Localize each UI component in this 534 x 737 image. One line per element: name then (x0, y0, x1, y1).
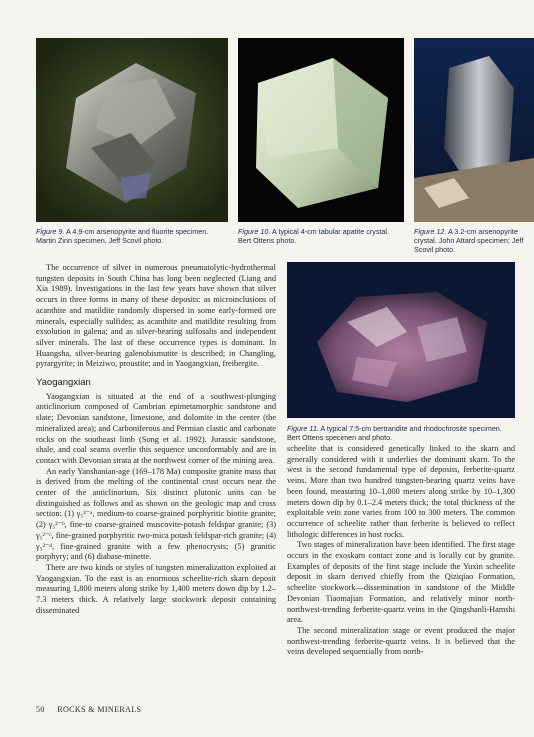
figure-12-label: Figure 12. (414, 227, 447, 236)
photo-arsenopyrite-fluorite (36, 38, 228, 222)
figure-9-text: A 4.9-cm arsenopyrite and fluorite specimen. Martin Zinn specimen, Jeff Scovil photo. (36, 227, 209, 245)
figure-12-caption (414, 227, 532, 254)
paragraph-yaogangxian-setting: Yaogangxian is situated at the end of a southwest-plunging anticlinorium composed of Cambrian epimetamorphic sandstone and slate; Devonian sandstone, limestone, and dolomite in the center (the mineralized area); and Carboniferous and Permian clastic and carbonate rocks on the southeast limb (Song et al. 1992). Jurassic sandstone, shale, and coal seams overlie this sequence unconformably and are in contact with Devonian strata at the northwest corner of the mining area. (36, 391, 276, 465)
figure-10-label: Figure 10. (238, 227, 271, 236)
photo-bertrandite-rhodochrosite (287, 262, 515, 418)
paragraph-second-stage: The second mineralization stage or event produced the major northwest-trending ferberite-quartz veins. It is believed that the veins developed sequentially from north- (287, 625, 515, 657)
figure-12-text: A 3.2-cm arsenopyrite crystal. John Attard specimen; Jeff Scovil photo. (414, 227, 524, 254)
magazine-title: ROCKS & MINERALS (57, 705, 142, 714)
figure-10-text: A typical 4-cm tabular apatite crystal. Bert Ottens photo. (238, 227, 390, 245)
photo-arsenopyrite-crystal (414, 38, 534, 222)
right-column (287, 444, 515, 658)
page-footer (36, 705, 151, 714)
figure-11-caption (287, 424, 515, 442)
figure-9-caption (36, 227, 228, 245)
paragraph-silver-occurrence: The occurrence of silver in numerous pneumatolytic-hydrothermal tungsten deposits in South China has long been neglected (Liang and Xia 1989). Investigations in the last few years have shown that silver occurs in three forms in many of these deposits: as microinclusions of acanthite and matildite randomly dispersed in some early-formed ore minerals, especially sulfides; as acanthite and matildite resulting from exsolution in galena; and as silver-bearing sulfosalts and independent silver minerals. The last of these occurrence types is dominant. In Huangsha, silver-bearing galenobismutite is described; in Changling, pyrargyrite; in Meiziwo, proustite; and in Yaogangxian, freibergite. (36, 263, 276, 369)
figure-11-text: A typical 7.5-cm bertrandite and rhodochrosite specimen. Bert Ottens specimen and photo. (287, 424, 502, 442)
photo-apatite-crystal (238, 38, 404, 222)
paragraph-scheelite-veins: scheelite that is considered genetically linked to the skarn and generally considered with it underlies the dominant skarn. To the west is the second fundamental type of deposits, ferberite-quartz veins. More than two hundred tungsten-bearing quartz veins have been found, measuring 10–1,000 meters along strike by 10–1,300 meters down dip by 0.1–2.4 meters thick; the total thickness of the exploitable vein zone varies from 100 to 300 meters. The common occurrence of scheelite rather than ferberite is believed to reflect lithologic differences in host rocks. (287, 444, 515, 539)
section-heading-yaogangxian: Yaogangxian (36, 377, 91, 389)
figure-9-label: Figure 9. (36, 227, 65, 236)
paragraph-mineralization-styles: There are two kinds or styles of tungsten mineralization exploited at Yaogangxian. To the east is an enormous scheelite-rich skarn deposit measuring 1,800 meters along strike by 1,400 meters down dip by 1.2–7.3 meters thick. A relatively large stockwork deposit containing disseminated (36, 562, 276, 615)
page-number: 50 (36, 705, 45, 714)
paragraph-granite-mass: An early Yanshanian-age (169–178 Ma) composite granite mass that is derived from the melting of the continental crust occurs near the center of the anticlinorium. Six distinct plutonic units can be distinguished as follows and as shown on the geologic map and cross section: (1) γ₅²⁻ᵃ, medium-to coarse-grained porphyritic biotite granite; (2) γ₅²⁻ᵇ, fine-to coarse-grained muscovite-potash feldspar granite; (3) γ₅²⁻ᶜ, fine-grained porphyritic two-mica potash feldspar-rich granite; (4) γ₅²⁻ᵈ, fine-grained granite with a few phenocrysts; (5) granitic porphyry; and (6) diabase-minette. (36, 466, 276, 562)
figure-11-label: Figure 11. (287, 424, 319, 433)
left-column (36, 263, 276, 617)
figure-10-caption (238, 227, 402, 245)
paragraph-two-stages: Two stages of mineralization have been identified. The first stage occurs in the exoskarn contact zone and is locally cut by granite. Examples of deposits of the first stage include the Yuxin scheelite deposit in skarn derived chiefly from the Qiziqiao Formation, scheelite stockwork—dissemination in sandstone of the Middle Devonian Tiaomajian Formation, and relatively minor north-northwest-trending ferberite-quartz veins in the Qingshanli-Hamshi area. (287, 540, 515, 625)
